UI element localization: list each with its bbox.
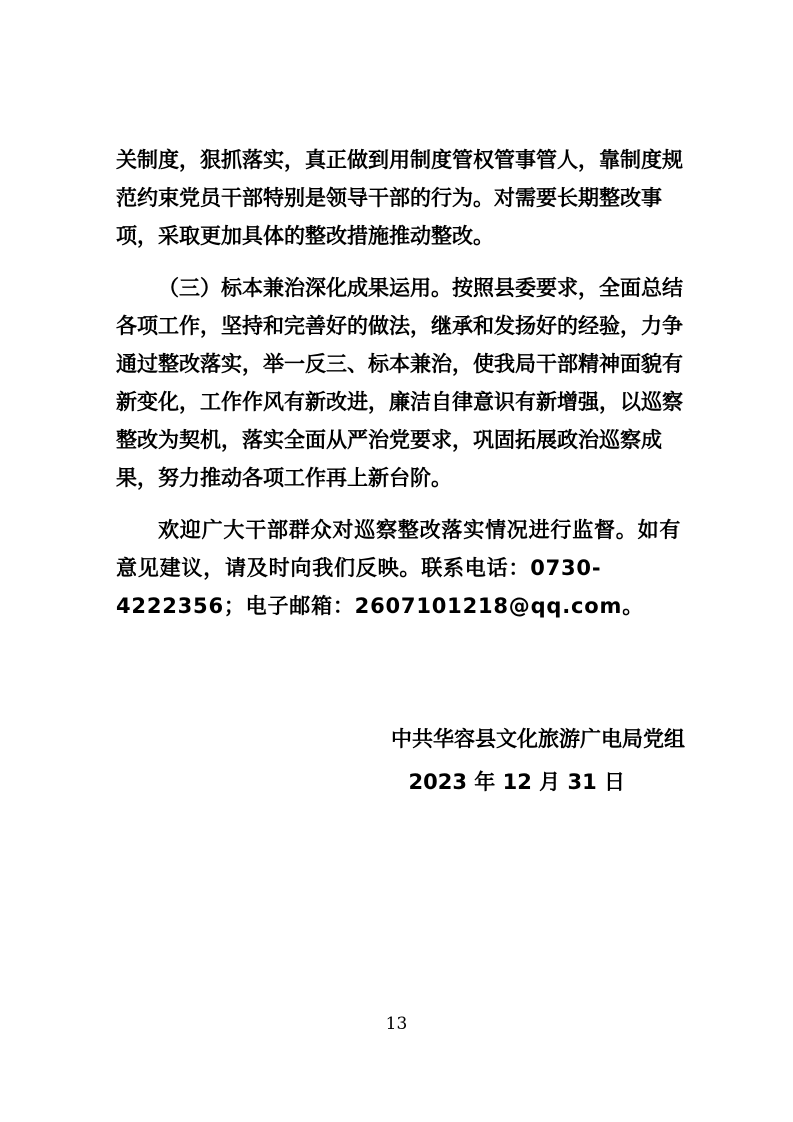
- page-number: 13: [385, 1014, 408, 1034]
- signature-organization: 中共华容县文化旅游广电局党组: [391, 727, 685, 751]
- paragraph-contact: 欢迎广大干部群众对巡察整改落实情况进行监督。如有意见建议，请及时向我们反映。联系电话：0730-4222356；电子邮箱：2607101218@qq.com。: [116, 518, 682, 618]
- signature-date: 2023 年 12 月 31 日: [408, 770, 625, 794]
- paragraph-section-three: （三）标本兼治深化成果运用。按照县委要求，全面总结各项工作，坚持和完善好的做法，继承和发扬好的经验，力争通过整改落实，举一反三、标本兼治，使我局干部精神面貌有新变化，工作作风有新改进，廉洁自律意识有新增强，以巡察整改为契机，落实全面从严治党要求，巩固拓展政治巡察成果，努力推动各项工作再上新台阶。: [116, 276, 683, 490]
- paragraph-continuation: 关制度，狠抓落实，真正做到用制度管权管事管人，靠制度规范约束党员干部特别是领导干部的行为。对需要长期整改事项，采取更加具体的整改措施推动整改。: [116, 148, 683, 248]
